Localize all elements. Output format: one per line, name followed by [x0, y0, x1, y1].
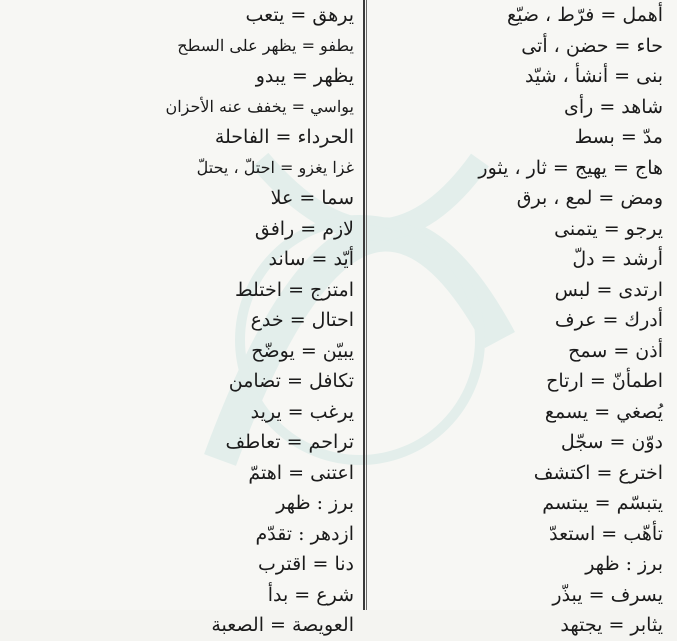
column-divider — [366, 0, 367, 610]
vocab-entry: يواسي = يخفف عنه الأحزان — [165, 96, 354, 116]
vocab-entry: بنى = أنشأ ، شيّد — [524, 65, 663, 87]
vocab-entry: يثابر = يجتهد — [560, 614, 663, 636]
vocab-entry: سما = علا — [270, 187, 354, 209]
right-column — [382, 0, 667, 636]
vocab-entry: يرجو = يتمنى — [554, 217, 663, 240]
vocab-entry: يُصغي = يسمع — [544, 400, 663, 423]
vocab-entry: يسرف = يبذّر — [552, 583, 663, 606]
vocab-entry: اخترع = اكتشف — [533, 461, 663, 484]
vocab-entry: تكافل = تضامن — [228, 370, 354, 392]
vocab-entry: يرغب = يريد — [250, 400, 354, 423]
vocab-entry: ارتدى = لبس — [554, 278, 663, 301]
vocab-entry: أذن = سمح — [568, 339, 663, 362]
vocab-entry: العويصة = الصعبة — [211, 614, 354, 636]
vocab-entry: برز : ظهر — [585, 553, 663, 575]
vocab-entry: غزا يغزو = احتلّ ، يحتلّ — [196, 157, 354, 177]
vocab-entry: يتبسّم = يبتسم — [542, 492, 663, 514]
vocab-entry: يبيّن = يوضّح — [251, 339, 354, 362]
vocab-entry: احتال = خدع — [250, 309, 354, 331]
vocab-entry: مدّ = بسط — [574, 126, 663, 148]
vocab-entry: يطفو = يظهر على السطح — [177, 35, 354, 55]
vocab-entry: برز : ظهر — [276, 492, 354, 514]
vocab-entry: شاهد = رأى — [563, 95, 663, 118]
vocab-entry: يرهق = يتعب — [245, 4, 354, 26]
vocab-entry: أهمل = فرّط ، ضيّع — [507, 4, 663, 26]
vocab-entry: لازم = رافق — [254, 217, 354, 240]
vocab-entry: دنا = اقترب — [257, 553, 354, 575]
vocab-entry: تأهّب = استعدّ — [549, 522, 663, 545]
vocab-entry: حاء = حضن ، أتى — [521, 34, 663, 57]
column-divider — [363, 0, 365, 610]
vocab-entry: دوّن = سجّل — [560, 431, 663, 453]
vocab-entry: أيّد = ساند — [268, 248, 354, 270]
vocab-entry: اطمأنّ = ارتاح — [546, 370, 663, 392]
vocab-entry: الحرداء = الفاحلة — [214, 126, 354, 148]
vocab-entry: هاج = يهيج = ثار ، يثور — [478, 156, 663, 179]
left-column — [160, 0, 356, 636]
vocab-entry: أدرك = عرف — [554, 309, 663, 331]
vocab-entry: اعتنى = اهتمّ — [248, 461, 354, 484]
vocab-entry: تراحم = تعاطف — [225, 431, 354, 453]
vocab-entry: ومض = لمع ، برق — [516, 187, 663, 209]
vocab-entry: شرع = بدأ — [267, 583, 354, 606]
vocab-entry: امتزج = اختلط — [234, 278, 354, 301]
vocab-entry: يظهر = يبدو — [255, 65, 354, 87]
vocab-entry: أرشد = دلّ — [572, 248, 663, 270]
vocab-entry: ازدهر : تقدّم — [255, 522, 354, 545]
